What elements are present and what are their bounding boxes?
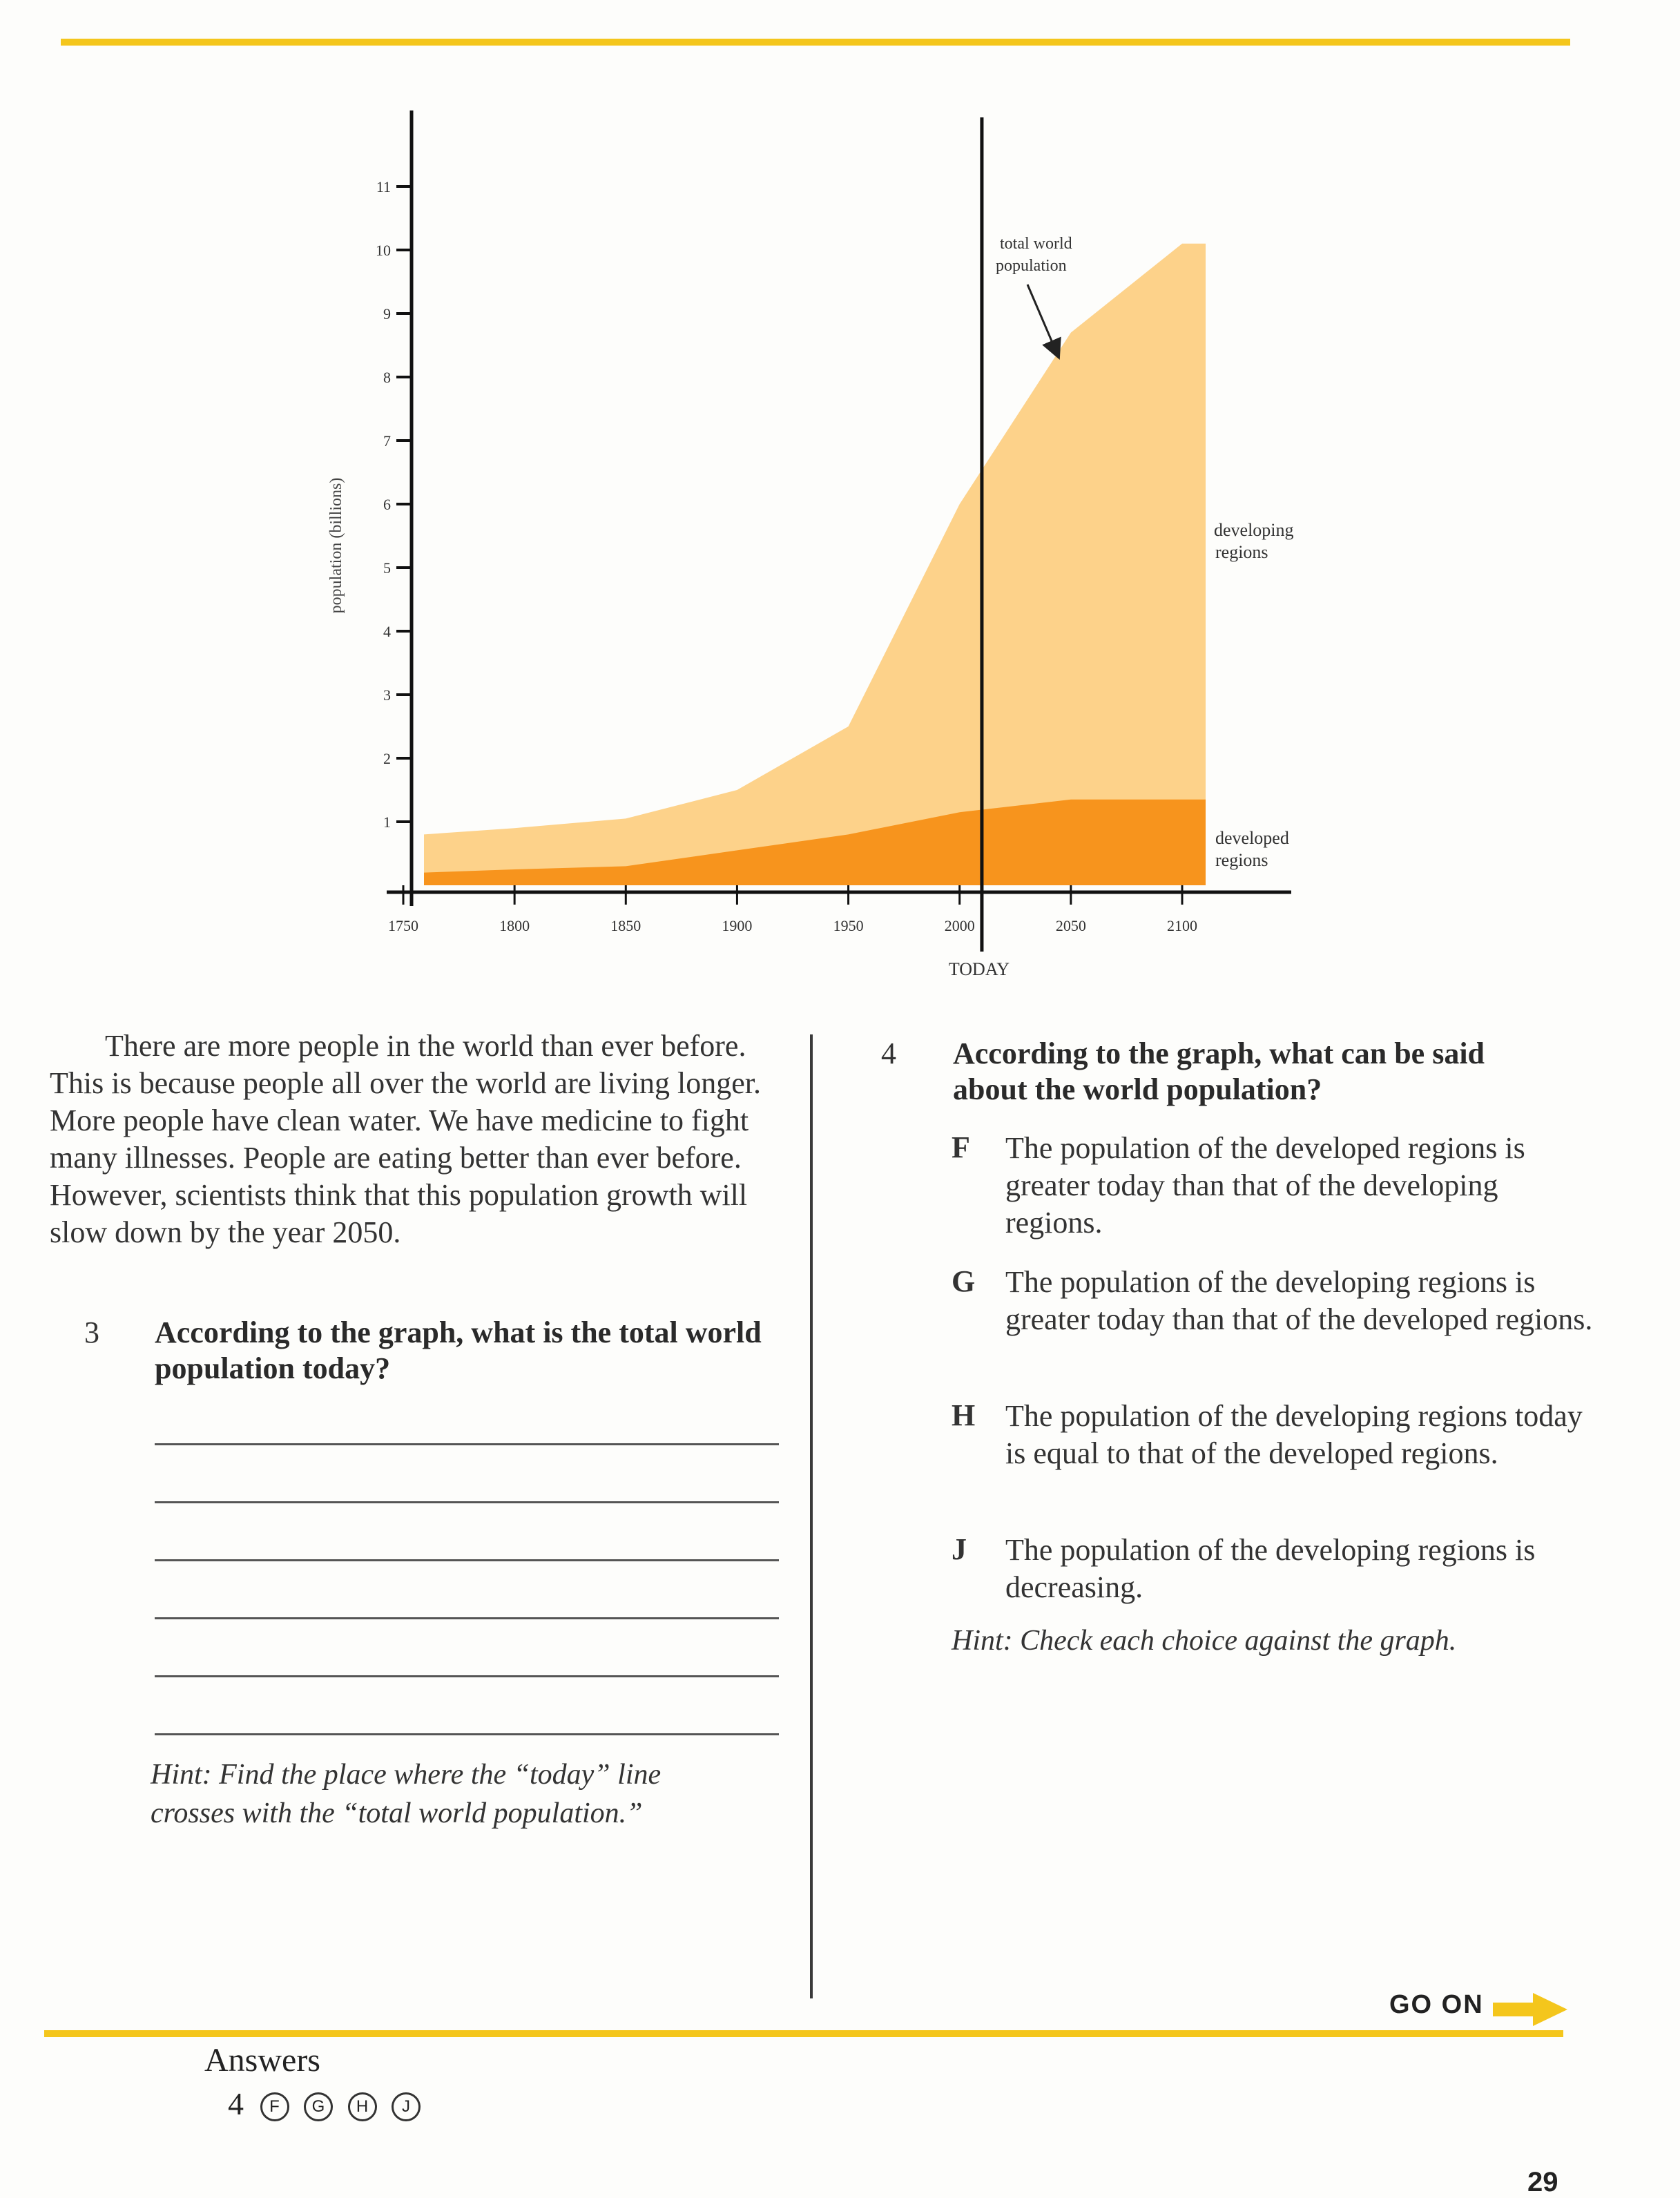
page-number: 29 xyxy=(1527,2167,1558,2197)
answer-bubble-j[interactable]: J xyxy=(392,2092,421,2121)
y-tick-label-11: 11 xyxy=(376,178,391,195)
go-on-label: GO ON xyxy=(1389,1990,1484,2019)
y-tick-label-8: 8 xyxy=(383,369,391,386)
answer-line-1[interactable] xyxy=(155,1443,779,1445)
go-on-arrow-icon xyxy=(1493,1992,1569,2027)
question-3-number: 3 xyxy=(84,1315,99,1349)
answer-bubble-g[interactable]: G xyxy=(304,2092,333,2121)
choice-f-letter: F xyxy=(952,1130,970,1164)
developing-label-line1: developing xyxy=(1214,520,1294,540)
answer-bubble-h[interactable]: H xyxy=(348,2092,377,2121)
x-tick-label-1900: 1900 xyxy=(722,917,753,934)
choice-g-text: The population of the developing regions is greater today than that of the developed regions. xyxy=(1005,1265,1593,1336)
today-label: TODAY xyxy=(948,959,1010,979)
question-3-text: According to the graph, what is the total world population today? xyxy=(155,1315,762,1385)
total-population-label-line2: population xyxy=(996,257,1067,275)
passage-text: There are more people in the world than ever before. This is because people all over the world are living longer. More people have clean water. We have medicine to fight many illnesses. People are eating better than ever before. However, scientists think that this population growth will slow down by the year 2050. xyxy=(50,1029,762,1249)
answer-bubble-f[interactable]: F xyxy=(260,2092,289,2121)
question-4-hint: Hint: Check each choice against the graph. xyxy=(952,1625,1457,1657)
y-tick-label-4: 4 xyxy=(383,623,391,640)
choice-j-text: The population of the developing regions is decreasing. xyxy=(1005,1533,1536,1604)
choice-g-letter: G xyxy=(952,1264,976,1298)
y-tick-label-7: 7 xyxy=(383,432,391,450)
question-4-text: According to the graph, what can be said about the world population? xyxy=(953,1037,1485,1106)
total-population-label-line1: total world xyxy=(1000,235,1072,253)
y-tick-label-5: 5 xyxy=(383,559,391,577)
x-tick-label-1800: 1800 xyxy=(499,917,530,934)
choice-h-letter: H xyxy=(952,1398,976,1432)
y-tick-label-10: 10 xyxy=(376,242,391,259)
column-divider xyxy=(810,1034,813,1998)
question-4-number: 4 xyxy=(881,1037,896,1070)
question-3-hint: Hint: Find the place where the “today” line crosses with the “total world population.” xyxy=(151,1759,662,1829)
bottom-rule xyxy=(44,2030,1563,2037)
y-tick-label-9: 9 xyxy=(383,305,391,322)
answers-question-number: 4 xyxy=(228,2086,244,2121)
answers-row xyxy=(228,2085,427,2122)
x-tick-label-1950: 1950 xyxy=(833,917,864,934)
x-tick-label-1750: 1750 xyxy=(388,917,418,934)
answer-line-6[interactable] xyxy=(155,1733,779,1735)
developing-label-line2: regions xyxy=(1215,542,1268,562)
developed-label-line1: developed xyxy=(1215,828,1289,848)
answer-line-2[interactable] xyxy=(155,1501,779,1503)
answers-label: Answers xyxy=(204,2042,320,2079)
developing-regions-area xyxy=(424,244,1206,885)
y-axis-title: population (billions) xyxy=(327,477,345,614)
choice-f-text: The population of the developed regions is greater today than that of the developing regions. xyxy=(1005,1131,1525,1240)
y-tick-label-2: 2 xyxy=(383,750,391,767)
total-population-arrow-icon xyxy=(1027,285,1056,352)
y-tick-label-6: 6 xyxy=(383,496,391,513)
y-tick-label-1: 1 xyxy=(383,813,391,831)
x-tick-label-1850: 1850 xyxy=(610,917,641,934)
developed-label-line2: regions xyxy=(1215,850,1268,870)
reading-passage xyxy=(50,1028,795,1251)
choice-h-text: The population of the developing regions today is equal to that of the developed regions. xyxy=(1005,1399,1583,1470)
answer-line-3[interactable] xyxy=(155,1559,779,1561)
y-tick-label-3: 3 xyxy=(383,686,391,704)
population-chart xyxy=(0,0,1680,1008)
x-tick-label-2050: 2050 xyxy=(1055,917,1086,934)
answer-line-5[interactable] xyxy=(155,1675,779,1677)
answer-line-4[interactable] xyxy=(155,1617,779,1619)
x-tick-label-2100: 2100 xyxy=(1167,917,1197,934)
choice-j-letter: J xyxy=(952,1532,967,1566)
x-tick-label-2000: 2000 xyxy=(944,917,975,934)
